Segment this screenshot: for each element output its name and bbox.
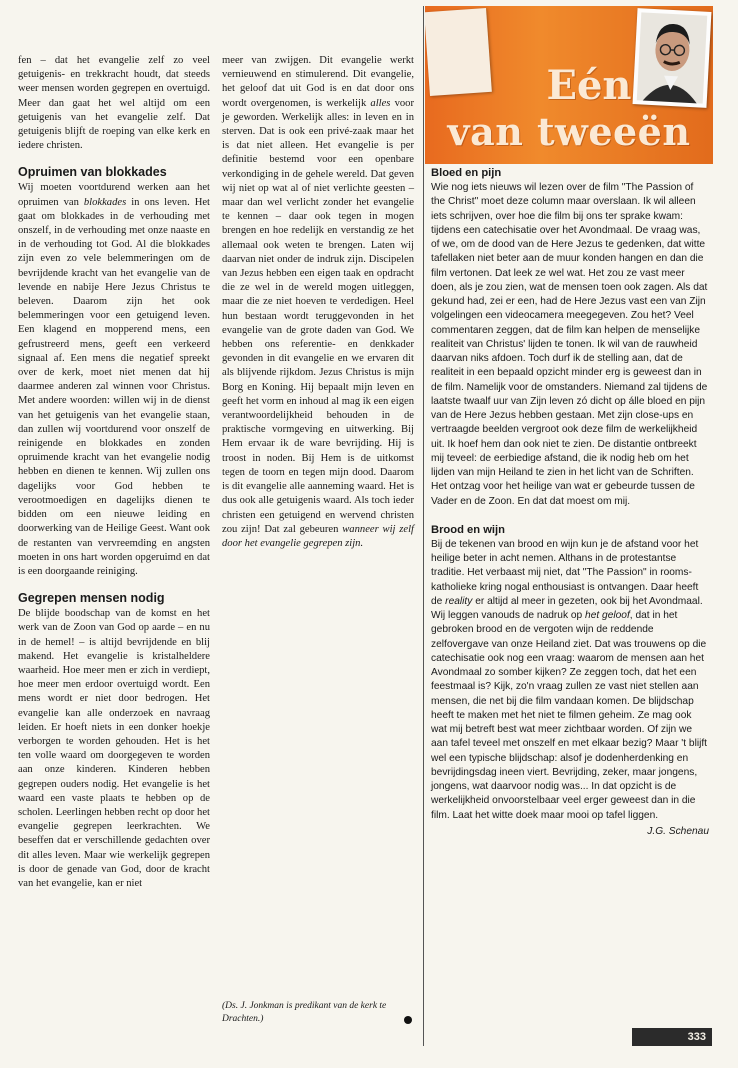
section-text-blokkades: Wij moeten voortdurend werken aan het opruimen van blokkades in ons leven. Het gaat om blokkades in de verhouding met onszelf, in de verhouding met onze naaste en in de verhouding tot God. Al die blokkades zijn even zo vele belemmeringen om de bevrijdende kracht van het evangelie van de levende en nabije Here Jezus Christus te beleven. Daarom zijn het ook belemmeringen voor een getuigend leven. Een klagend en mopperend mens, een gefrustreerd mens, geeft een verkeerd signaal af. Een mens die negatief spreekt over de kerk, moet niet menen dat hij daarmee anderen zal winnen voor Christus. Met andere woorden: willen wij in de dienst van het getuigenis van het evangelie staan, dan zullen wij voortdurend voor onszelf de reinigende en blokkades en zonden opruimende kracht van het evangelie nodig hebben en dienen te kennen. Wij zullen ons dagelijks voor God hebben te verootmoedigen en dagelijks dienen te bidden om een nieuwe leiding en doorwerking van de Heilige Geest. Want ook de restanten van vervreemding en angsten moeten in ons hart worden opgeruimd en dat is een doorgaande reiniging.	[18, 182, 210, 577]
author-credit: (Ds. J. Jonkman is predikant van de kerk te Drachten.)	[222, 1001, 387, 1024]
column-text-bloed: Wie nog iets nieuws wil lezen over de film "The Passion of the Christ" moet deze column maar overslaan. Ik wil alleen iets schrijven, over hoe die film bij ons ter sprake kwam: tijdens een catechisatie over het Avondmaal. De vraag was, of we, om de dood van de Here Jezus te gedenken, dat witte tafellaken niet beter aan de muur konden hangen en dan die film vertonen. Dat leek ze wel wat. Het zou ze vast meer doen, als je zou zien, wat de mensen toen ook zagen. Als dat gekund had, zei er een, had de Here Jezus vast een van Zijn volgelingen een videocamera meegegeven. Zou het? Veel commentaren zeggen, dat de film kan helpen de menselijke realiteit van Christus' lijden te tonen. Ik wil van de rauwheid daarvan niks afdoen. Toch durf ik de stelling aan, dat de realiteit in een bepaald opzicht minder erg is geweest dan in de film. Namelijk voor de omstanders. Niemand zal tijdens de laatste twaalf uur van Zijn leven zó dicht op álle bloed en pijn van de Here Jezus hebben gestaan. Met zijn close-ups en vertraagde beelden vergroot ook deze film de werkelijkheid uit. Ik hoef hem dan ook niet te zien. De distantie ontbreekt mij teveel: de eerbiedige afstand, die ik nodig heb om het lijden van mijn Heiland te zien in het licht van de Schriften. Het ontzag voor het heilige van wat er gebeurde tussen de Vader en de Zoon. En dat dat moest om mij.	[431, 182, 708, 507]
article-column-middle	[222, 54, 414, 551]
page-number: 333	[632, 1028, 712, 1046]
article-intro: fen – dat het evangelie zelf zo veel getuigenis- en trekkracht houdt, dat steeds weer mensen worden gegrepen en overtuigd. Meer dan gaat het wel altijd om een getuigenis van het evangelie zelf. Dat getuigenis blijft de roeping van elke kerk en iedere christen.	[18, 55, 210, 152]
column-heading-bloed: Bloed en pijn	[431, 167, 502, 179]
column-heading-brood: Brood en wijn	[431, 523, 505, 536]
banner-title-line2: van tweeën	[447, 109, 691, 154]
column-text	[431, 166, 709, 839]
banner-title-line1: Eén	[546, 62, 632, 109]
article-column-left	[18, 54, 210, 891]
column-divider	[423, 6, 424, 1046]
column-signature: J.G. Schenau	[647, 825, 709, 837]
section-text-gegrepen: De blijde boodschap van de komst en het werk van de Zoon van God op aarde – en nu in de hemel! – is altijd bevrijdende en blij makend. Het evangelie is kristalheldere waarheid. Hoe meer men er zich in verdiept, hoe meer men erdoor overtuigd wordt. Een mens wordt er niet door bedrogen. Het evangelie kan alle onderzoek en navraag leiden. Er hoeft niets in een donker hoekje verborgen te worden gehouden. Het is het ten volle waard om doorgegeven te worden aan onze kinderen. Kinderen hebben gegrepen ouders nodig. Het evangelie is het waard een vaste plaats te hebben op de scholen. Leerlingen hebben recht op door het evangelie gegrepen leerkrachten. We beseffen dat er verschillende gedachten over dit alles leven. Maar wie werkelijk gegrepen is door de genade van God, door de kracht van het evangelie, kan er niet	[18, 608, 210, 889]
section-heading-blokkades: Opruimen van blokkades	[18, 165, 167, 180]
section-heading-gegrepen: Gegrepen mensen nodig	[18, 591, 165, 606]
column-banner	[425, 6, 713, 164]
article-continuation: meer van zwijgen. Dit evangelie werkt vernieuwend en stimulerend. Dit evangelie, het geloof dat uit God is en dat door ons wordt overgenomen, is werkelijk alles voor je geworden. Werkelijk alles: in leven en in sterven. Dat is ook een privé-zaak maar het is dat niet alleen. Het evangelie is per definitie bestemd voor een openbare verkondiging in de gehele wereld. Dat geven wij niet op wat al of niet verlichte geesten – maar dan wel verlicht zonder het evangelie te kennen – daar ook tegen in mogen brengen en hoe redelijk en verstandig ze het allemaal ook weten te brengen. Laten wij daarvan niet onder de indruk zijn. Discipelen van Jezus hebben een eigen taak en opdracht die ze wel in de wereld mogen uitleggen, maar die ze niet hoeven te verdedigen. Heel hun bestaan wordt teruggevonden in het evangelie van de grote daden van God. We hebben ons referentie- en denkkader gevonden in dit evangelie en we ervaren dit als blijvende rijkdom. Jezus Christus is mijn Borg en Koning. Hij bepaalt mijn leven en geeft het vorm en inhoud al mag ik een eigen verantwoordelijkheid behouden in de praktische vormgeving en uitwerking. Bij Hem ervaar ik de ware bevrijding. Hij is troost in noden. Bij Hem is de uitkomst tegen de toorn en tegen mijn dood. Daarom is dit evangelie alle aanneming waard. Het is dus ook alle getuigenis waard. Als toch ieder christen een getuigend en wervend christen zou zijn! Dat zal gebeuren wanneer wij zelf door het evangelie gegrepen zijn.	[222, 55, 414, 549]
end-bullet-icon	[404, 1016, 412, 1024]
column-text-brood: Bij de tekenen van brood en wijn kun je de afstand voor het heilige beter in acht nemen. Althans in de protestantse traditie. Het verbaast mij niet, dat "The Passion" in rooms-katholieke kring nogal enthousiast is ontvangen. Daar heeft de reality er altijd al meer in gezeten, ook bij het Avondmaal. Wij leggen vanouds de nadruk op het geloof, dat in het gebroken brood en de vergoten wijn de reddende zelfovergave van onze Heiland ziet. Dat was trouwens op die catechisatie ook nog een vraag: waarom de mensen aan het Avondmaal zo somber kijken? Ze zeggen toch, dat het een feestmaal is? Kijk, zo'n vraag zullen ze vast niet stellen aan mensen, die net bij die film vandaan komen. De blijdschap heeft te maken met het niet te filmen geheim. Ze mag ook wat mij betreft best wat meer zichtbaar worden. Of zijn we aan tafel teveel met onszelf en met elkaar bezig? Maar 't blijft wel een typische blijdschap: alsof je dodenherdenking en bevrijdingsdag ineen viert. Bevrijding, zeker, maar jongens, jongens, wat daarvoor nodig was... In dat opzicht is de werkelijkheid onvoorstelbaar veel erger geweest dan in die film. Laat het witte doek maar mooi op tafel liggen.	[431, 538, 708, 821]
